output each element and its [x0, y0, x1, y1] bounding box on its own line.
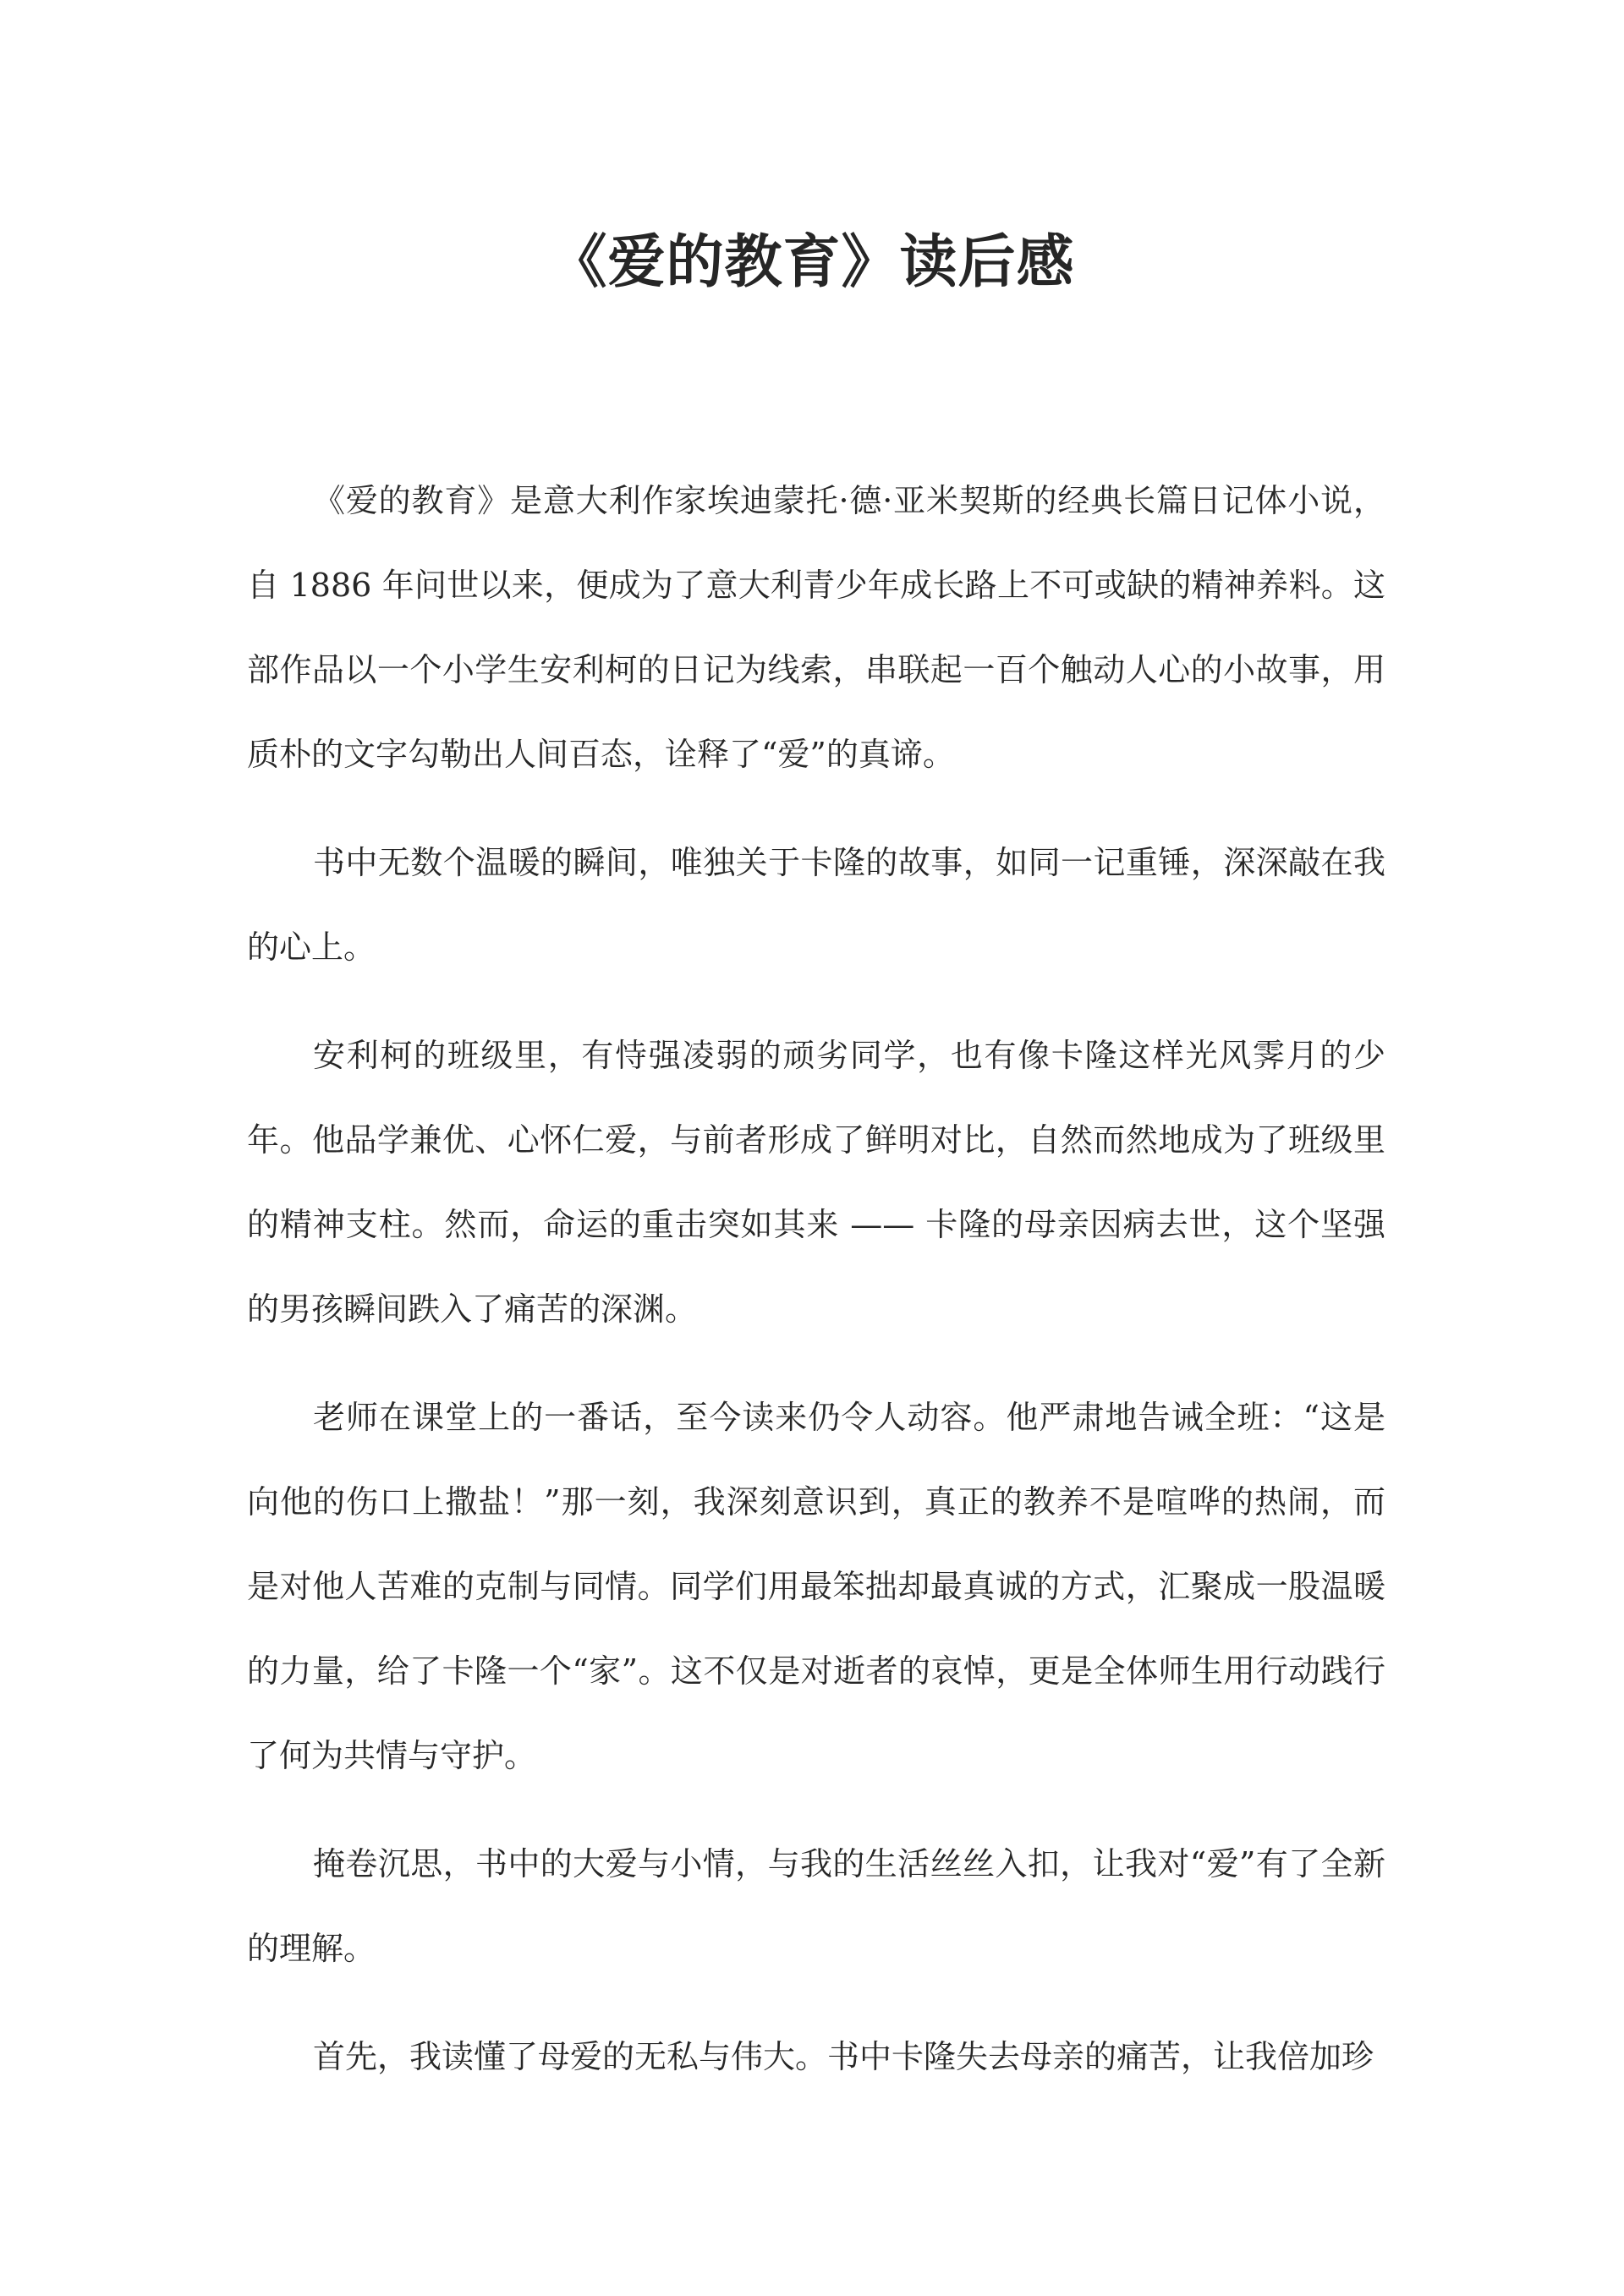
paragraph-reflection: 掩卷沉思，书中的大爱与小情，与我的生活丝丝入扣，让我对“爱”有了全新的理解。 — [247, 1845, 1385, 1967]
paragraph-mothers-love: 首先，我读懂了母爱的无私与伟大。书中卡隆失去母亲的痛苦，让我倍加珍 — [313, 2038, 1374, 2075]
document-title: 《爱的教育》读后感 — [549, 228, 1075, 296]
paragraph-class-description: 安利柯的班级里，有恃强凌弱的顽劣同学，也有像卡隆这样光风霁月的少年。他品学兼优、心怀仁爱，与前者形成了鲜明对比，自然而然地成为了班级里的精神支柱。然而，命运的重击突如其来 —— 卡隆的母亲因病去世，这个坚强的男孩瞬间跌入了痛苦的深渊。 — [247, 1037, 1385, 1328]
paragraph-karon-story: 书中无数个温暖的瞬间，唯独关于卡隆的故事，如同一记重锤，深深敲在我的心上。 — [247, 844, 1385, 966]
document-body — [247, 458, 1385, 2123]
paragraph-teacher-speech: 老师在课堂上的一番话，至今读来仍令人动容。他严肃地告诫全班：“这是向他的伤口上撒盐！”那一刻，我深刻意识到，真正的教养不是喧哗的热闹，而是对他人苦难的克制与同情。同学们用最笨拙却最真诚的方式，汇聚成一股温暖的力量，给了卡隆一个“家”。这不仅是对逝者的哀悼，更是全体师生用行动践行了何为共情与守护。 — [247, 1399, 1385, 1774]
paragraph-intro: 《爱的教育》是意大利作家埃迪蒙托·德·亚米契斯的经典长篇日记体小说，自 1886 年问世以来，便成为了意大利青少年成长路上不可或缺的精神养料。这部作品以一个小学生安利柯的日记为线索，串联起一百个触动人心的小故事，用质朴的文字勾勒出人间百态，诠释了“爱”的真谛。 — [247, 482, 1385, 773]
